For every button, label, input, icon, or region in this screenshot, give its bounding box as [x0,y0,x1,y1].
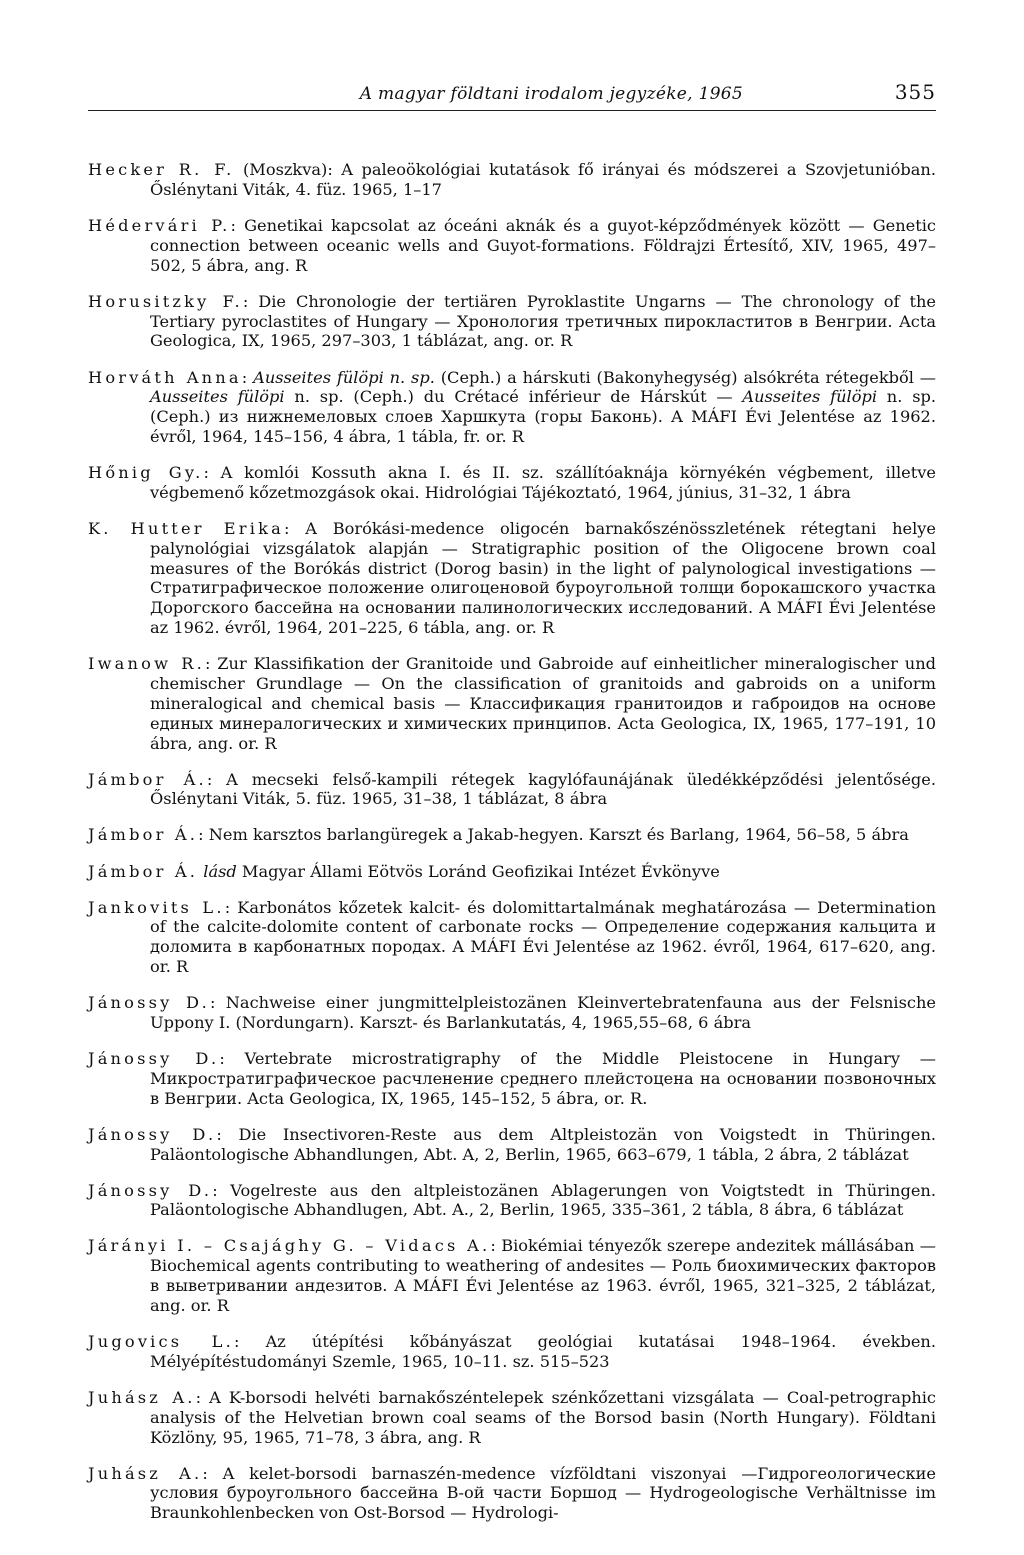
entry-text: : A Borókási-medence oligocén barnakőszénösszletének rétegtani helye palynológiai vizsgálatok alapján — Stratigraphic position of the Oligocene brown coal measures of the Borókás district (Dorog basin) in the light of palynological investigations — Стратиграфическое положение олигоценовой буроугольной толщи борокашского участка Дорогского бассейна на основании палинологических исследований. A MÁFI Évi Jelentése az 1962. évről, 1964, 201–225, 6 tábla, ang. or. R [150,518,936,638]
entry-author: Jámbor Á. [88,825,199,845]
bibliography-entry [88,825,936,845]
entry-text: : Az útépítési kőbányászat geológiai kutatásai 1948–1964. években. Mélyépítéstudományi Szemle, 1965, 10–11. sz. 515–523 [150,1332,936,1371]
entry-author: Jankovits L. [88,897,225,917]
entry-author: Jámbor Á. [88,861,199,881]
running-head [88,80,936,104]
entry-author: Jánossy D. [88,1048,220,1068]
bibliography-entry [88,993,936,1033]
entry-text: : Zur Klassifikation der Granitoide und Gabroide auf einheitlicher mineralogischer und chemischer Grundlage — On the classification of granitoids and gabroids on a uniform mineralogical and chemical basis — Классификация гранитоидов и габроидов на основе единых минералогических и химических принципов. Acta Geologica, IX, 1965, 177–191, 10 ábra, ang. or. R [150,654,936,753]
entry-taxon-name: Ausseites fülöpi [742,387,877,407]
entry-author: Jánossy D. [88,993,210,1013]
entry-text: : Nachweise einer jungmittelpleistozänen Kleinvertebratenfauna aus der Felsnische Uppony I. (Nordungarn). Karszt- és Barlankutatás, 4, 1965,55–68, 6 ábra [150,993,936,1032]
running-title: A magyar földtani irodalom jegyzéke, 1965 [359,84,744,104]
entry-text: : A K-borsodi helvéti barnakőszéntelepek szénkőzettani vizsgálata — Coal-petrographic analysis of the Helvetian brown coal seams of the Borsod basin (North Hungary). Földtani Közlöny, 95, 1965, 71–78, 3 ábra, ang. R [150,1387,937,1447]
entry-author: Jugovics L. [88,1332,234,1351]
bibliography-entry [88,1464,936,1524]
bibliography-entry [88,1181,936,1221]
entry-text: : A komlói Kossuth akna I. és II. sz. szállítóaknája környékén végbement, illetve végbemenő kőzetmozgások okai. Hidrológiai Tájékoztató, 1964, június, 31–32, 1 ábra [150,463,936,502]
entry-author: Jánossy D. [88,1180,213,1200]
bibliography-entry [88,898,936,977]
entry-author: Hecker R. F. [88,160,235,180]
bibliography-entry [88,1332,936,1372]
entry-text: : Genetikai kapcsolat az óceáni aknák és a guyot-képződmények között — Genetic connection between oceanic wells and Guyot-formations. Földrajzi Értesítő, XIV, 1965, 497–502, 5 ábra, ang. R [150,216,936,275]
bibliography-entry [88,519,936,638]
entry-author: K. Hutter Erika [88,518,284,538]
entry-author: Horusitzky F. [88,291,243,311]
entry-text: n. sp. (Ceph.) du Crétacé inférieur de Hárskút — [284,387,743,407]
bibliography-entry [88,216,936,276]
entry-author: Jánossy D. [88,1124,217,1144]
entry-author: Horváth Anna [88,367,242,387]
bibliography-entry [88,463,936,503]
bibliography-entry [88,1125,936,1165]
bibliography-entry [88,654,936,753]
bibliography-entry [88,862,936,882]
entry-author: Járányi I. – Csajághy G. – Vidacs A. [88,1236,491,1256]
entry-author: Juhász A. [88,1387,196,1407]
bibliography-entry [88,1049,936,1109]
entry-text: : Die Insectivoren-Reste aus dem Altpleistozän von Voigstedt in Thüringen. Paläontologische Abhandlungen, Abt. A, 2, Berlin, 1965, 663–679, 1 tábla, 2 ábra, 2 táblázat [150,1124,937,1164]
bibliography-entry [88,1388,936,1448]
bibliography-entry [88,160,936,200]
bibliography-entry [88,770,936,810]
bibliography-entry [88,368,936,447]
entry-text: : A mecseki felső-kampili rétegek kagylófaunájának üledékképződési jelentősége. Őslénytani Viták, 5. füz. 1965, 31–38, 1 táblázat, 8 ábra [150,769,936,809]
bibliography-entry [88,1236,936,1315]
entry-author: Jámbor Á. [88,769,207,789]
entry-author: Hőnig Gy. [88,463,204,483]
entry-text: : Vogelreste aus den altpleistozänen Ablagerungen von Voigtstedt in Thüringen. Paläontologische Abhandlugen, Abt. A., 2, Berlin, 1965, 335–361, 2 tábla, 8 ábra, 6 táblázat [150,1180,936,1220]
entry-text: : Vertebrate microstratigraphy of the Middle Pleistocene in Hungary — Микростратиграфическое расчленение среднего плейстоцена на основании позвоночных в Венгрии. Acta Geologica, IX, 1965, 145–152, 5 ábra, or. R. [150,1048,936,1108]
page-number: 355 [894,80,936,104]
entry-text: : A kelet-borsodi barnaszén-medence vízföldtani viszonyai —Гидрогеологические условия буроугольного бассейна В-ой части Боршод — Hydrogeologische Verhältnisse im Braunkohlenbecken von Ost-Borsod — Hydrologi- [150,1463,937,1523]
entry-author: Iwanow R. [88,654,205,674]
entry-text: (Moszkva): A paleoökológiai kutatások fő irányai és módszerei a Szovjetunióban. Őslénytani Viták, 4. füz. 1965, 1–17 [150,160,936,200]
entry-text: : Biokémiai tényezők szerepe andezitek mállásában — Biochemical agents contributing to weathering of andesites — Роль биохимических факторов в выветривании андезитов. A MÁFI Évi Jelentése az 1963. évről, 1965, 321–325, 2 táblázat, ang. or. R [150,1236,936,1315]
entry-text: : Nem karsztos barlangüregek a Jakab-hegyen. Karszt és Barlang, 1964, 56–58, 5 ábra [198,825,909,845]
entry-see-also: lásd [203,861,237,881]
header-rule [88,110,936,111]
bibliography-entry [88,292,936,352]
entry-text: Magyar Állami Eötvös Loránd Geofizikai Intézet Évkönyve [236,861,720,881]
entry-author: Hédervári P. [88,216,231,236]
entry-taxon-name: Ausseites fülöpi n. sp. [253,367,435,387]
entry-text: : [241,367,254,387]
entry-text: (Ceph.) a hárskuti (Bakonyhegység) alsókréta rétegekből — [434,367,936,387]
entry-author: Juhász A. [88,1463,203,1483]
entry-taxon-name: Ausseites fülöpi [150,387,285,407]
bibliography-list [88,144,936,1539]
entry-text: : Die Chronologie der tertiären Pyroklastite Ungarns — The chronology of the Tertiary pyroclastites of Hungary — Хронология третичных пирокластитов в Венгрии. Acta Geologica, IX, 1965, 297–303, 1 táblázat, ang. or. R [150,291,936,351]
entry-text: n. sp. (Ceph.) из нижнемеловых слоев Харшкута (горы Баконь). A MÁFI Évi Jelentése az 1962. évről, 1964, 145–156, 4 ábra, 1 tábla, fr. or. R [150,387,937,447]
entry-text: : Karbonátos kőzetek kalcit- és dolomittartalmának meghatározása — Determination of the calcite-dolomite content of carbonate rocks — Определение содержания кальцита и доломита в карбонатных породах. A MÁFI Évi Jelentése az 1962. évről, 1964, 617–620, ang. or. R [150,897,936,977]
